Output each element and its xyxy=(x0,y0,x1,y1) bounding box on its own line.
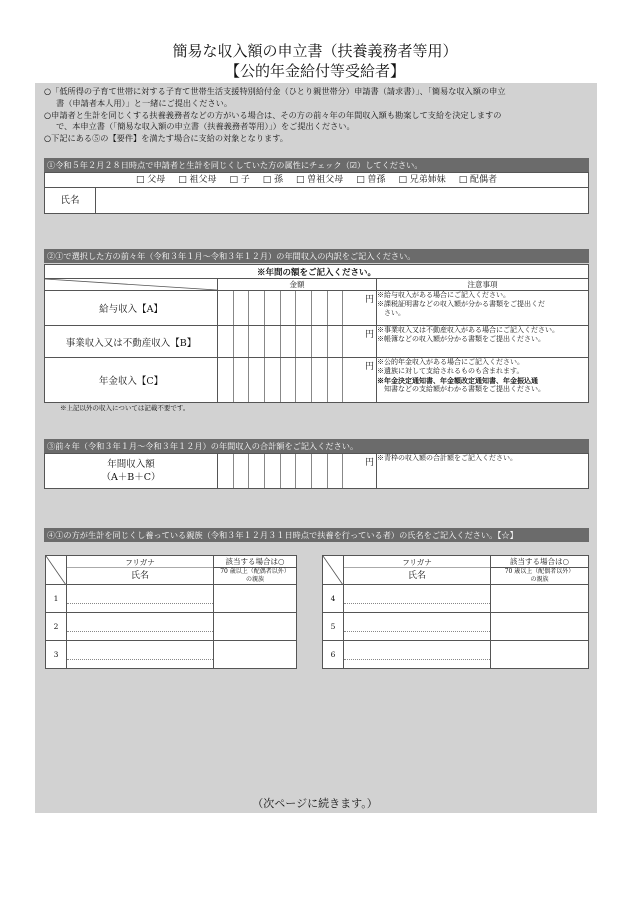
annual-banner: ※年間の額をご記入ください。 xyxy=(45,265,589,279)
dependents-table-left xyxy=(45,555,297,669)
header-slash-cell xyxy=(45,279,218,291)
total-table xyxy=(44,453,589,489)
row-number: 4 xyxy=(323,585,344,613)
section1-header: ①令和５年２月２８日時点で申請者と生計を同じくしていた方の属性にチェック（☑）してください。 xyxy=(44,158,589,172)
applicable-header xyxy=(214,556,297,585)
name-label: 氏名 xyxy=(407,570,426,581)
section4-header: ④①の方が生計を同じくし養っている親族（令和３年１２月３１日時点で扶養を行っている者）の氏名をご記入ください。【☆】 xyxy=(44,528,589,542)
checkbox-grandchild[interactable]: □ 孫 xyxy=(262,175,284,185)
notes-a xyxy=(377,291,589,326)
notes-header: 注意事項 xyxy=(377,279,589,291)
age-note: の親族 xyxy=(530,575,549,583)
total-label xyxy=(45,454,218,489)
checkbox-child[interactable]: □ 子 xyxy=(229,175,250,185)
applicable-header xyxy=(491,556,589,585)
amount-header: 金額 xyxy=(218,279,377,291)
note-line: ※年金決定通知書、年金額改定通知書、年金振込通 xyxy=(377,376,538,385)
intro-line: で、本申立書（「簡易な収入額の申立書（扶養義務者等用）」）をご提出ください。 xyxy=(56,121,355,132)
furigana-label: フリガナ xyxy=(67,557,213,568)
section3-header: ③前々年（令和３年１月～令和３年１２月）の年間収入の合計額をご記入ください。 xyxy=(44,439,589,453)
name-input[interactable] xyxy=(96,188,588,213)
page-subtitle: 【公的年金給付等受給者】 xyxy=(224,62,405,80)
furigana-label: フリガナ xyxy=(344,557,490,568)
note-line: さい。 xyxy=(377,309,405,317)
applicable-field[interactable] xyxy=(214,585,297,613)
dependent-name-field[interactable] xyxy=(344,613,491,641)
applicable-field[interactable] xyxy=(214,613,297,641)
note-line: ※課税証明書などの収入額が分かる書類をご提出くだ xyxy=(377,300,545,308)
yen-unit: 円 xyxy=(364,295,374,305)
name-header xyxy=(67,556,214,585)
age-note: 70 歳以上（配偶者以外） xyxy=(220,567,290,575)
applicable-label: 該当する場合は○ xyxy=(491,557,588,568)
checkbox-parents[interactable]: □ 父母 xyxy=(135,175,166,185)
amount-field-a[interactable] xyxy=(218,291,377,326)
continue-note: （次ページに続きます。） xyxy=(252,797,378,810)
intro-line: 書（申請者本人用）」と一緒にご提出ください。 xyxy=(56,97,233,108)
dependent-name-field[interactable] xyxy=(67,613,214,641)
yen-unit: 円 xyxy=(364,330,374,340)
applicable-label: 該当する場合は○ xyxy=(214,557,296,568)
diagonal-line xyxy=(45,279,217,290)
checkbox-spouse[interactable]: □ 配偶者 xyxy=(458,175,498,185)
name-row xyxy=(44,188,589,214)
applicable-field[interactable] xyxy=(491,613,589,641)
note-line: ※公的年金収入がある場合にご記入ください。 xyxy=(377,358,524,366)
notes-c xyxy=(377,358,589,403)
total-note: ※青枠の収入額の合計額をご記入ください。 xyxy=(377,454,589,489)
row-number: 3 xyxy=(46,641,67,669)
notes-b xyxy=(377,326,589,358)
row-number: 2 xyxy=(46,613,67,641)
dependent-name-field[interactable] xyxy=(344,641,491,669)
note-line: 知書などの支給額がわかる書類をご提出ください。 xyxy=(377,385,545,393)
income-label-b: 事業収入又は不動産収入【B】 xyxy=(45,326,218,358)
name-label: 氏名 xyxy=(130,570,149,581)
dependents-table-right xyxy=(322,555,589,669)
income-label-a: 給与収入【A】 xyxy=(45,291,218,326)
yen-unit: 円 xyxy=(364,458,374,468)
age-note: 70 歳以上（配偶者以外） xyxy=(504,567,575,575)
diagonal-line xyxy=(323,556,343,585)
note-line: ※事業収入又は不動産収入がある場合にご記入ください。 xyxy=(377,326,559,334)
age-note: の親族 xyxy=(245,575,264,583)
name-label: 氏名 xyxy=(45,188,96,213)
note-line: ※帳簿などの収入額が分かる書類をご提出ください。 xyxy=(377,335,545,343)
row-number: 5 xyxy=(323,613,344,641)
dependent-name-field[interactable] xyxy=(67,641,214,669)
total-label-line: 年間収入額 xyxy=(107,459,155,470)
note-line: ※遺族に対して支給されるものも含まれます。 xyxy=(377,367,524,375)
name-header xyxy=(344,556,491,585)
number-header xyxy=(323,556,344,585)
note-line: ※給与収入がある場合にご記入ください。 xyxy=(377,291,510,299)
checkbox-great-grandparents[interactable]: □ 曽祖父母 xyxy=(295,175,344,185)
number-header xyxy=(46,556,67,585)
intro-line: ○申請者と生計を同じくする扶養義務者などの方がいる場合は、その方の前々年の年間収入額も勘案して支給を決定しますの xyxy=(44,109,502,120)
applicable-field[interactable] xyxy=(214,641,297,669)
amount-field-c[interactable] xyxy=(218,358,377,403)
dependent-name-field[interactable] xyxy=(67,585,214,613)
checkbox-great-grandchild[interactable]: □ 曽孫 xyxy=(356,175,386,185)
intro-line: ○下記にある⑤の【要件】を満たす場合に支給の対象となります。 xyxy=(44,133,288,144)
income-footnote: ※上記以外の収入については記載不要です。 xyxy=(60,404,190,412)
total-label-formula: （A＋B＋C） xyxy=(101,472,161,483)
page-title: 簡易な収入額の申立書（扶養義務者等用） xyxy=(172,42,458,60)
section2-header: ②①で選択した方の前々年（令和３年１月～令和３年１２月）の年間収入の内訳をご記入ください。 xyxy=(44,249,589,263)
income-table xyxy=(44,264,589,403)
row-number: 6 xyxy=(323,641,344,669)
diagonal-line xyxy=(46,556,66,585)
intro-text xyxy=(44,86,589,145)
checkbox-grandparents[interactable]: □ 祖父母 xyxy=(178,175,217,185)
dependent-name-field[interactable] xyxy=(344,585,491,613)
applicable-field[interactable] xyxy=(491,641,589,669)
total-amount-field[interactable] xyxy=(218,454,377,489)
relation-checkboxes xyxy=(44,172,589,188)
income-label-c: 年金収入【C】 xyxy=(45,358,218,403)
intro-line: ○「低所得の子育て世帯に対する子育て世帯生活支援特別給付金（ひとり親世帯分）申請書（請求書）」、「簡易な収入額の申立 xyxy=(44,86,506,96)
applicable-field[interactable] xyxy=(491,585,589,613)
amount-field-b[interactable] xyxy=(218,326,377,358)
yen-unit: 円 xyxy=(364,362,374,372)
checkbox-siblings[interactable]: □ 兄弟姉妹 xyxy=(398,175,446,185)
row-number: 1 xyxy=(46,585,67,613)
